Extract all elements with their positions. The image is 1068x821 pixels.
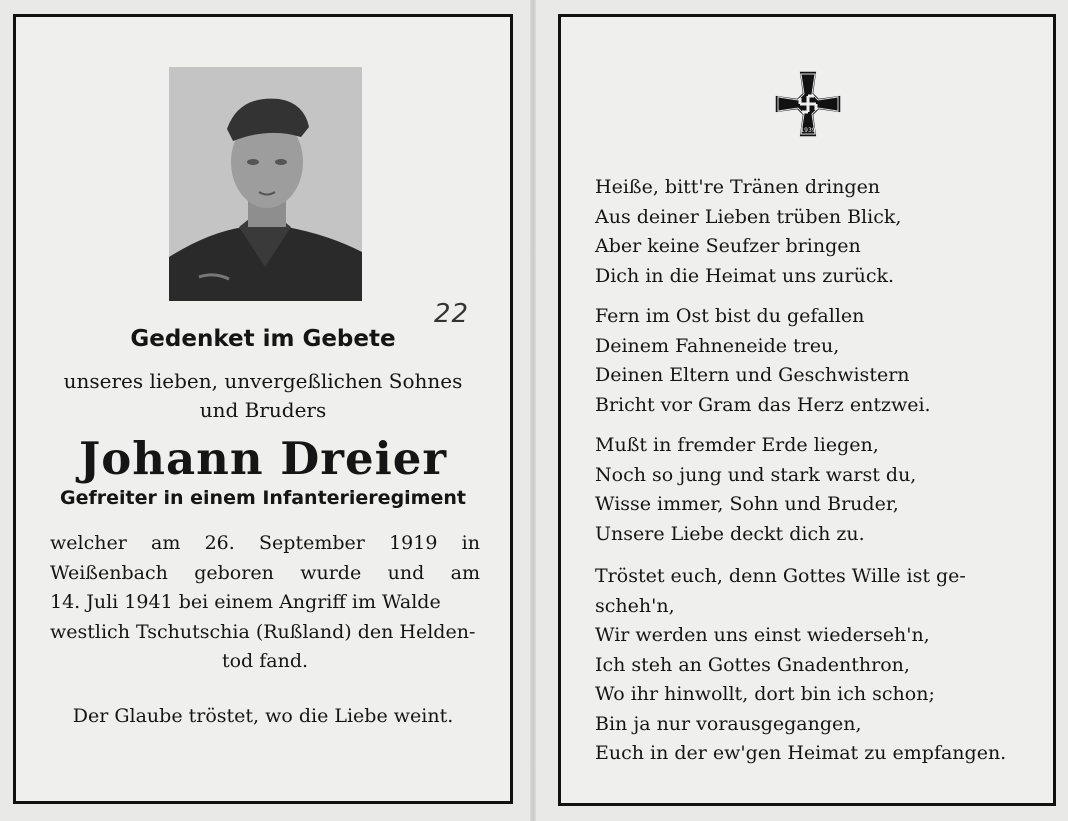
bio-word: tod fand. [221,650,309,672]
poem-line: scheh'n, [595,594,675,617]
poem-line: Tröstet euch, denn Gottes Wille ist ge- [595,565,966,587]
poem-line: Wisse immer, Sohn und Bruder, [595,493,899,515]
poem-line: Ich steh an Gottes Gnadenthron, [595,653,910,676]
poem-line: Wo ihr hinwollt, dort bin ich schon; [595,683,935,705]
bio-word: in [461,532,480,554]
bio-word: welcher [50,532,127,554]
soldier-portrait-photo [169,67,362,301]
poem-line: Aber keine Seufzer bringen [595,235,861,257]
right-card [558,14,1056,806]
intro-line-1: unseres lieben, unvergeßlichen Sohnes [63,369,463,393]
bio-word: wurde [300,561,362,584]
iron-cross-icon [773,69,843,139]
intro-line-2: und Bruders [199,398,327,422]
bio-word: und [387,561,425,584]
bio-word: 1919 [389,532,438,554]
poem-stanza-1 [595,173,1035,291]
poem-stanza-3 [595,431,1035,549]
poem-line: Aus deiner Lieben trüben Blick, [595,205,902,228]
card-fold [530,0,536,821]
poem-line: Bricht vor Gram das Herz entzwei. [595,393,931,416]
memorial-heading: Gedenket im Gebete [130,326,396,352]
poem-line: Wir werden uns einst wiederseh'n, [595,624,930,646]
bio-line [50,529,480,559]
bio-word: 26. [204,532,235,554]
svg-text:1939: 1939 [800,127,816,134]
handwritten-number: 22 [434,299,470,329]
bio-word: Weißenbach [50,561,168,584]
bio-word: geboren [194,561,274,584]
poem-line: Deinem Fahneneide treu, [595,334,840,357]
poem-line: Dich in die Heimat uns zurück. [595,264,895,287]
poem-line: Noch so jung und stark warst du, [595,463,917,486]
bio-word: am [151,532,181,554]
poem-line: Deinen Eltern und Geschwistern [595,364,910,386]
bio-line [50,647,480,677]
poem-line: Unsere Liebe deckt dich zu. [595,522,865,545]
bio-line [50,559,480,589]
poem-stanza-4 [595,562,1035,769]
poem-line: Euch in der ew'gen Heimat zu empfangen. [595,742,1007,764]
bio-word: September [259,532,365,554]
poem-stanza-2 [595,302,1035,420]
closing-line: Der Glaube tröstet, wo die Liebe weint. [72,705,454,727]
bio-word: 14. Juli 1941 bei einem Angriff im Walde [50,591,441,613]
poem-line: Bin ja nur vorausgegangen, [595,712,862,735]
bio-word: westlich Tschutschia (Rußland) den Helden- [50,620,476,643]
left-card [13,14,513,804]
poem-line: Fern im Ost bist du gefallen [595,305,865,327]
deceased-name: Johann Dreier [78,432,448,485]
biography-text [50,529,480,677]
bio-word: am [450,561,480,584]
bio-line [50,588,480,618]
poem-line: Heiße, bitt're Tränen dringen [595,176,881,198]
bio-line [50,618,480,648]
military-rank: Gefreiter in einem Infanterieregiment [60,487,466,509]
poem-line: Mußt in fremder Erde liegen, [595,434,879,456]
